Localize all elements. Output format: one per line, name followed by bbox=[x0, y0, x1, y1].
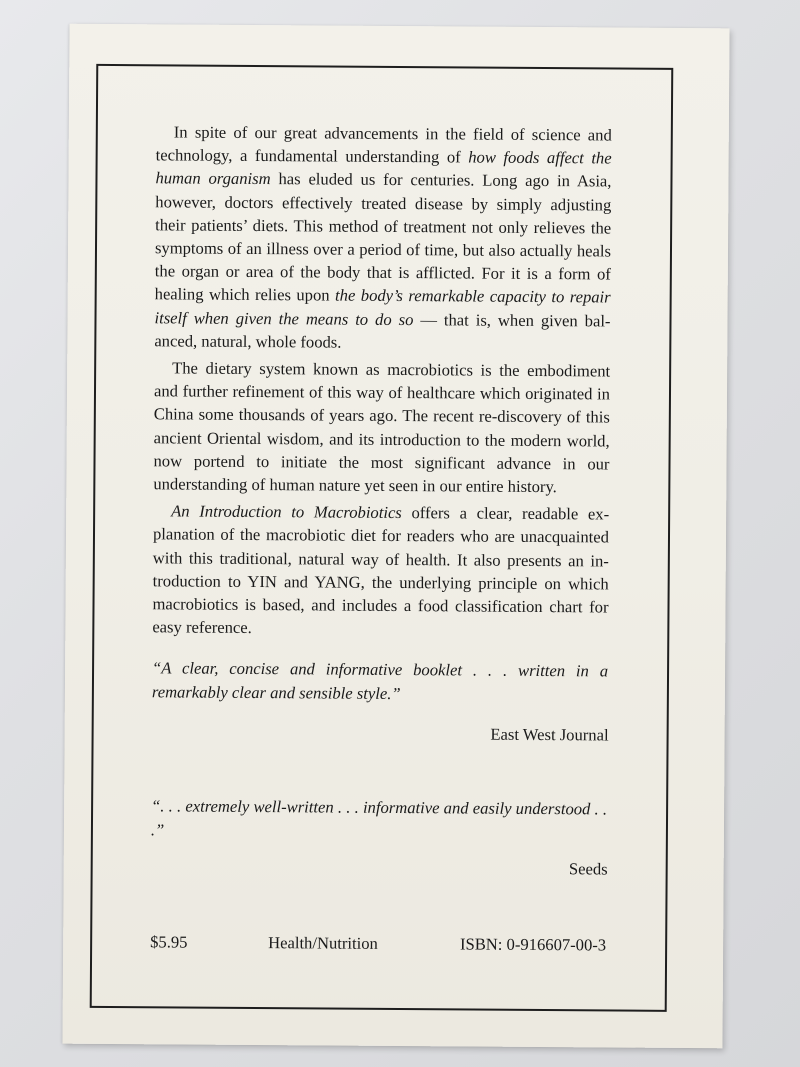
p1-run-3: has eluded us for centuries. Long ago in Asia, however, doctors effectively treated disease by simply adjusting their patients’ diets. This method of treatment not only relieves the symptoms of an illness over a period of time, but also actually heals the organ or area of the body that is afflicted. For it is a form of healing which relies upon bbox=[154, 169, 612, 305]
cover-frame bbox=[90, 64, 674, 1012]
p3-run-1: An Introduction to Macrobiotics bbox=[171, 501, 402, 523]
book-back-cover bbox=[62, 24, 729, 1049]
category-label: Health/Nutrition bbox=[268, 933, 378, 953]
description-text bbox=[152, 120, 612, 646]
review-source-2: Seeds bbox=[568, 859, 608, 879]
isbn-label: ISBN: 0-916607-00-3 bbox=[459, 934, 607, 955]
cover-footer bbox=[150, 932, 607, 955]
paragraph-2 bbox=[153, 356, 610, 498]
p1-run-5: — that is, when given balanced, natural, whole foods. bbox=[154, 309, 611, 352]
p3-run-2: offers a clear, readable explanation of the macrobiotic diet for readers who are unacquainted with this traditional, natural way of health. It also presents an introduction to YIN and YANG, the underlying principle on which macrobiotics is based, and includes a food classification chart for easy reference. bbox=[152, 503, 610, 638]
p2-run-1: The dietary system known as macrobiotics is the embodiment and further refinement of this way of healthcare which originated in China some thousands of years ago. The recent re-discovery of this ancient Oriental wisdom, and its introduction to the modern world, now portend to initiate the most significant advance in our understanding of human nature yet seen in our entire history. bbox=[153, 358, 611, 497]
paragraph-1 bbox=[154, 120, 612, 355]
price-label: $5.95 bbox=[150, 932, 188, 952]
p1-run-2: how foods affect the human organism bbox=[155, 147, 612, 189]
paragraph-3 bbox=[152, 500, 609, 642]
review-quote-2: “. . . extremely well-written . . . informative and easily understood . . .” bbox=[150, 796, 608, 839]
p1-run-4: the body’s remarkable capacity to repair itself when given the means to do so bbox=[154, 285, 611, 329]
review-quote-1: “A clear, concise and informative booklet . . . written in a remarkably clear and sensible style.” bbox=[151, 658, 609, 703]
p1-run-1: In spite of our great advancements in the field of science and technology, a fundamental understanding of bbox=[155, 122, 612, 167]
review-source-1: East West Journal bbox=[490, 724, 609, 745]
